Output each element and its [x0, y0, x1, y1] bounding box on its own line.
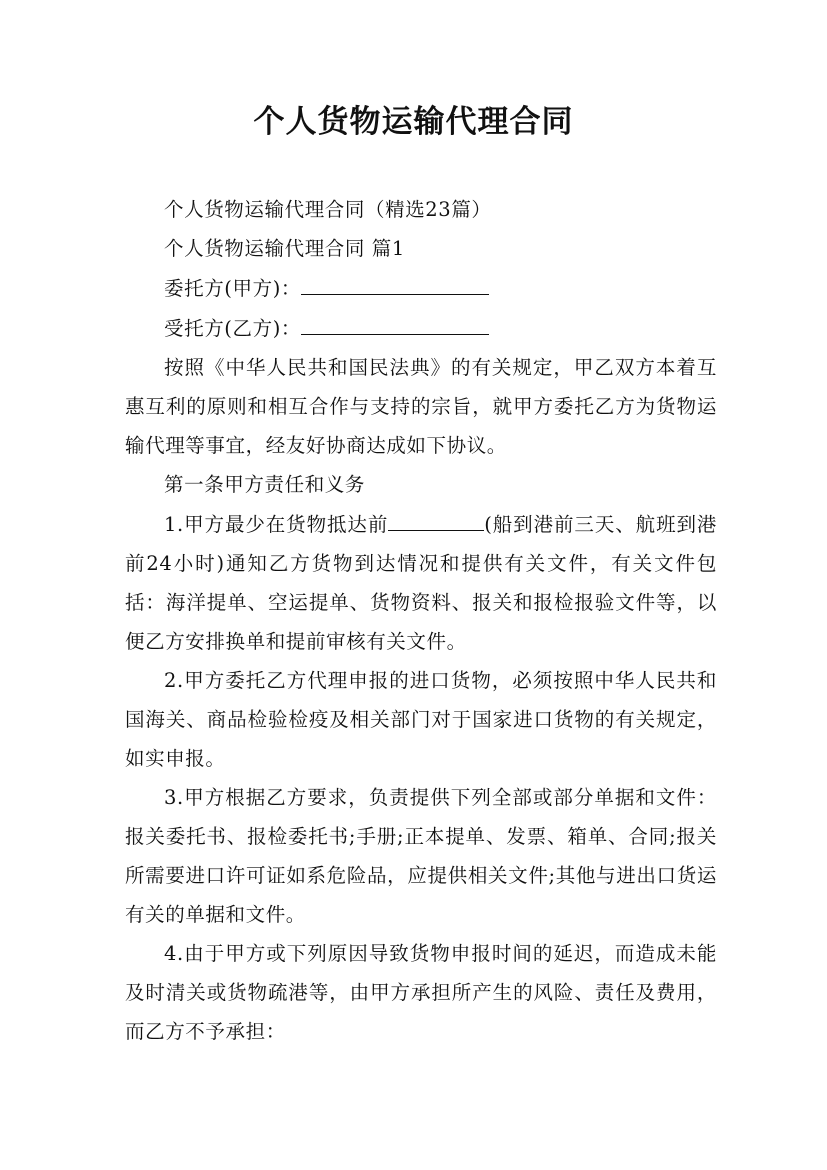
party-b-line	[125, 308, 717, 348]
section-heading: 个人货物运输代理合同 篇1	[164, 237, 405, 260]
party-a-blank	[301, 268, 489, 295]
article1-heading: 第一条甲方责任和义务	[164, 473, 366, 496]
item-1-after: (船到港前三天、航班到港前24小时)通知乙方货物到达情况和提供有关文件，有关文件包括：海洋提单、空运提单、货物资料、报关和报检报验文件等，以便乙方安排换单和提前审核有关文件。	[125, 513, 717, 653]
party-a-line	[125, 268, 717, 308]
party-b-label: 受托方(乙方)：	[164, 317, 302, 340]
intro-paragraph: 按照《中华人民共和国民法典》的有关规定，甲乙双方本着互惠互利的原则和相互合作与支持的宗旨，就甲方委托乙方为货物运输代理等事宜，经友好协商达成如下协议。	[125, 356, 717, 457]
item-3: 3.甲方根据乙方要求，负责提供下列全部或部分单据和文件：报关委托书、报检委托书;手册;正本提单、发票、箱单、合同;报关所需要进口许可证如系危险品，应提供相关文件;其他与进出口货运有关的单据和文件。	[125, 786, 717, 926]
item-2: 2.甲方委托乙方代理申报的进口货物，必须按照中华人民共和国海关、商品检验检疫及相关部门对于国家进口货物的有关规定，如实申报。	[125, 669, 717, 770]
item-1-before: 1.甲方最少在货物抵达前	[164, 513, 389, 536]
item-1	[125, 504, 717, 661]
document-subtitle: 个人货物运输代理合同（精选23篇）	[164, 198, 492, 221]
party-b-blank	[301, 308, 489, 335]
item-4: 4.由于甲方或下列原因导致货物申报时间的延迟，而造成未能及时清关或货物疏港等，由甲方承担所产生的风险、责任及费用，而乙方不予承担：	[125, 942, 717, 1043]
item-1-blank	[388, 504, 484, 531]
document-title: 个人货物运输代理合同	[253, 104, 574, 140]
document-body	[125, 190, 717, 1051]
party-a-label: 委托方(甲方)：	[164, 277, 302, 300]
